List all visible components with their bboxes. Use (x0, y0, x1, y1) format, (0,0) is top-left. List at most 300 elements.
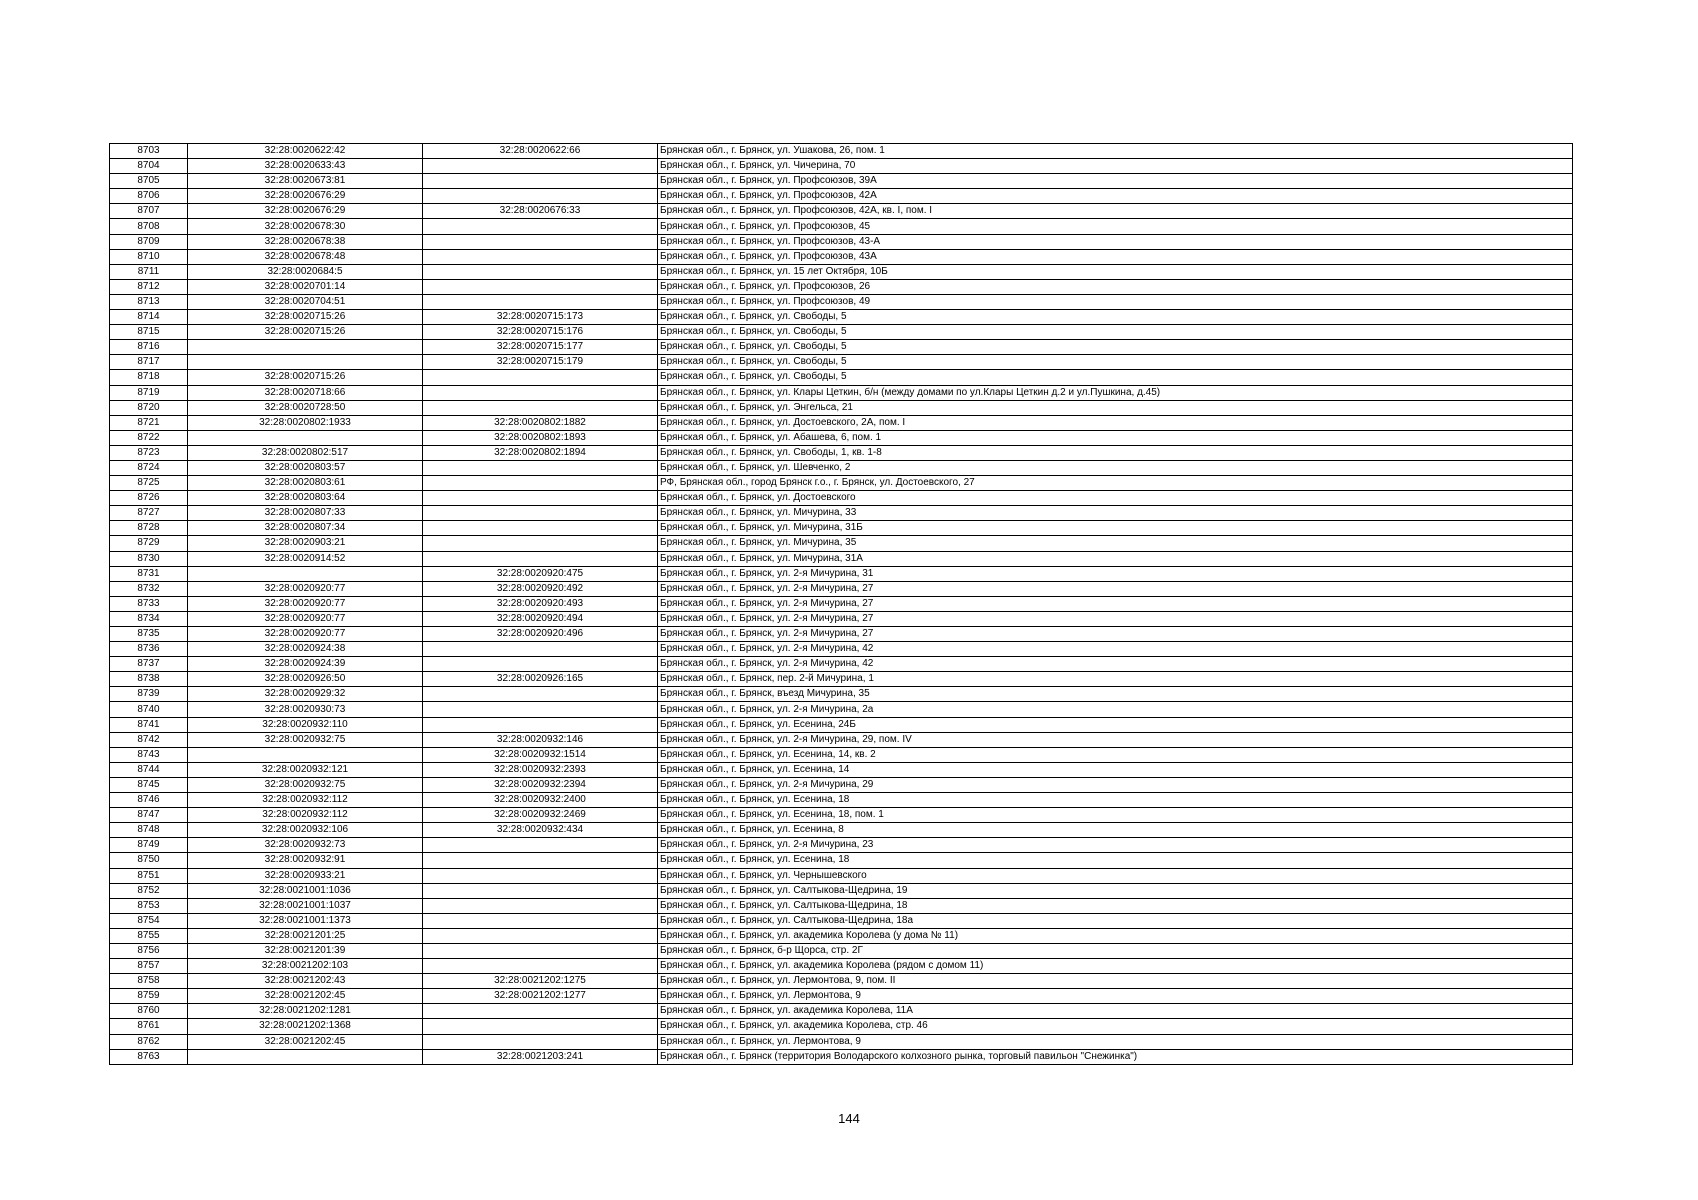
cadastral-number-cell (188, 566, 423, 581)
table-row (110, 445, 1573, 460)
row-number-cell: 8712 (110, 279, 188, 294)
address-cell: Брянская обл., г. Брянск, ул. 2-я Мичурина, 29, пом. IV (658, 732, 1573, 747)
object-number-cell (423, 1004, 658, 1019)
address-cell: Брянская обл., г. Брянск, пер. 2-й Мичурина, 1 (658, 672, 1573, 687)
address-cell: Брянская обл., г. Брянск, ул. 2-я Мичурина, 23 (658, 838, 1573, 853)
table-row (110, 385, 1573, 400)
address-cell: Брянская обл., г. Брянск, ул. Есенина, 14 (658, 762, 1573, 777)
row-number-cell: 8733 (110, 596, 188, 611)
row-number-cell: 8706 (110, 189, 188, 204)
cadastral-number-cell: 32:28:0021202:45 (188, 989, 423, 1004)
table-row (110, 189, 1573, 204)
table-row (110, 460, 1573, 475)
table-row (110, 294, 1573, 309)
row-number-cell: 8751 (110, 868, 188, 883)
object-number-cell: 32:28:0021202:1275 (423, 974, 658, 989)
row-number-cell: 8707 (110, 204, 188, 219)
table-row (110, 732, 1573, 747)
address-cell: Брянская обл., г. Брянск, ул. Салтыкова-Щедрина, 18а (658, 913, 1573, 928)
row-number-cell: 8718 (110, 370, 188, 385)
object-number-cell: 32:28:0020920:475 (423, 566, 658, 581)
cadastral-number-cell: 32:28:0020803:57 (188, 460, 423, 475)
address-cell: Брянская обл., г. Брянск, ул. Есенина, 14, кв. 2 (658, 747, 1573, 762)
table-row (110, 551, 1573, 566)
table-row (110, 174, 1573, 189)
registry-table-body (110, 144, 1573, 1065)
row-number-cell: 8717 (110, 355, 188, 370)
object-number-cell: 32:28:0020920:493 (423, 596, 658, 611)
address-cell: Брянская обл., г. Брянск, ул. Салтыкова-Щедрина, 18 (658, 898, 1573, 913)
row-number-cell: 8704 (110, 159, 188, 174)
object-number-cell (423, 174, 658, 189)
address-cell: Брянская обл., г. Брянск, ул. Салтыкова-Щедрина, 19 (658, 883, 1573, 898)
address-cell: РФ, Брянская обл., город Брянск г.о., г. Брянск, ул. Достоевского, 27 (658, 476, 1573, 491)
table-row (110, 898, 1573, 913)
address-cell: Брянская обл., г. Брянск, ул. Лермонтова, 9 (658, 989, 1573, 1004)
row-number-cell: 8745 (110, 777, 188, 792)
table-row (110, 234, 1573, 249)
object-number-cell: 32:28:0020715:173 (423, 310, 658, 325)
row-number-cell: 8755 (110, 928, 188, 943)
object-number-cell (423, 717, 658, 732)
object-number-cell (423, 551, 658, 566)
address-cell: Брянская обл., г. Брянск, ул. академика Королева (у дома № 11) (658, 928, 1573, 943)
table-row (110, 687, 1573, 702)
cadastral-number-cell: 32:28:0020932:75 (188, 777, 423, 792)
row-number-cell: 8708 (110, 219, 188, 234)
table-row (110, 264, 1573, 279)
cadastral-number-cell: 32:28:0020929:32 (188, 687, 423, 702)
cadastral-number-cell: 32:28:0020676:29 (188, 204, 423, 219)
address-cell: Брянская обл., г. Брянск, ул. академика Королева (рядом с домом 11) (658, 959, 1573, 974)
object-number-cell: 32:28:0020932:2400 (423, 793, 658, 808)
object-number-cell (423, 898, 658, 913)
object-number-cell: 32:28:0020715:177 (423, 340, 658, 355)
object-number-cell (423, 460, 658, 475)
address-cell: Брянская обл., г. Брянск, ул. Клары Цеткин, б/н (между домами по ул.Клары Цеткин д.2 и ул.Пушкина, д.45) (658, 385, 1573, 400)
row-number-cell: 8759 (110, 989, 188, 1004)
address-cell: Брянская обл., г. Брянск, ул. Лермонтова, 9 (658, 1034, 1573, 1049)
cadastral-number-cell: 32:28:0021201:39 (188, 943, 423, 958)
row-number-cell: 8750 (110, 853, 188, 868)
address-cell: Брянская обл., г. Брянск, ул. Достоевского (658, 491, 1573, 506)
cadastral-number-cell: 32:28:0020924:38 (188, 642, 423, 657)
address-cell: Брянская обл., г. Брянск, ул. Достоевского, 2А, пом. I (658, 415, 1573, 430)
cadastral-number-cell: 32:28:0020678:30 (188, 219, 423, 234)
cadastral-number-cell: 32:28:0020715:26 (188, 370, 423, 385)
address-cell: Брянская обл., г. Брянск, ул. Свободы, 5 (658, 370, 1573, 385)
cadastral-number-cell (188, 340, 423, 355)
row-number-cell: 8722 (110, 430, 188, 445)
cadastral-number-cell: 32:28:0020920:77 (188, 627, 423, 642)
cadastral-number-cell: 32:28:0021202:43 (188, 974, 423, 989)
row-number-cell: 8746 (110, 793, 188, 808)
row-number-cell: 8747 (110, 808, 188, 823)
object-number-cell (423, 687, 658, 702)
object-number-cell (423, 853, 658, 868)
object-number-cell (423, 883, 658, 898)
table-row (110, 853, 1573, 868)
object-number-cell: 32:28:0020932:2393 (423, 762, 658, 777)
row-number-cell: 8730 (110, 551, 188, 566)
table-row (110, 974, 1573, 989)
table-row (110, 204, 1573, 219)
object-number-cell: 32:28:0020802:1893 (423, 430, 658, 445)
row-number-cell: 8740 (110, 702, 188, 717)
table-row (110, 521, 1573, 536)
object-number-cell (423, 928, 658, 943)
row-number-cell: 8753 (110, 898, 188, 913)
row-number-cell: 8758 (110, 974, 188, 989)
object-number-cell: 32:28:0020926:165 (423, 672, 658, 687)
row-number-cell: 8754 (110, 913, 188, 928)
table-row (110, 777, 1573, 792)
table-row (110, 476, 1573, 491)
object-number-cell: 32:28:0020715:176 (423, 325, 658, 340)
row-number-cell: 8761 (110, 1019, 188, 1034)
object-number-cell (423, 1034, 658, 1049)
cadastral-number-cell: 32:28:0020807:33 (188, 506, 423, 521)
cadastral-number-cell: 32:28:0020701:14 (188, 279, 423, 294)
object-number-cell: 32:28:0020932:146 (423, 732, 658, 747)
address-cell: Брянская обл., г. Брянск, ул. Профсоюзов, 39А (658, 174, 1573, 189)
cadastral-number-cell: 32:28:0020728:50 (188, 400, 423, 415)
row-number-cell: 8732 (110, 581, 188, 596)
row-number-cell: 8710 (110, 249, 188, 264)
address-cell: Брянская обл., г. Брянск, ул. Профсоюзов, 26 (658, 279, 1573, 294)
cadastral-number-cell: 32:28:0020932:112 (188, 808, 423, 823)
address-cell: Брянская обл., г. Брянск, ул. Есенина, 18 (658, 793, 1573, 808)
object-number-cell: 32:28:0020715:179 (423, 355, 658, 370)
address-cell: Брянская обл., г. Брянск, ул. 15 лет Октября, 10Б (658, 264, 1573, 279)
object-number-cell (423, 521, 658, 536)
table-row (110, 702, 1573, 717)
table-row (110, 340, 1573, 355)
cadastral-number-cell (188, 747, 423, 762)
object-number-cell (423, 370, 658, 385)
address-cell: Брянская обл., г. Брянск, ул. Свободы, 5 (658, 325, 1573, 340)
cadastral-number-cell (188, 430, 423, 445)
cadastral-number-cell: 32:28:0021001:1036 (188, 883, 423, 898)
row-number-cell: 8727 (110, 506, 188, 521)
cadastral-number-cell: 32:28:0021001:1373 (188, 913, 423, 928)
cadastral-number-cell: 32:28:0020678:48 (188, 249, 423, 264)
table-row (110, 627, 1573, 642)
registry-table (109, 143, 1573, 1065)
object-number-cell (423, 642, 658, 657)
row-number-cell: 8743 (110, 747, 188, 762)
row-number-cell: 8713 (110, 294, 188, 309)
address-cell: Брянская обл., г. Брянск, ул. Мичурина, 31Б (658, 521, 1573, 536)
cadastral-number-cell: 32:28:0020930:73 (188, 702, 423, 717)
address-cell: Брянская обл., г. Брянск, ул. Профсоюзов, 42А (658, 189, 1573, 204)
row-number-cell: 8752 (110, 883, 188, 898)
object-number-cell (423, 189, 658, 204)
row-number-cell: 8709 (110, 234, 188, 249)
address-cell: Брянская обл., г. Брянск, ул. Свободы, 5 (658, 355, 1573, 370)
table-row (110, 989, 1573, 1004)
address-cell: Брянская обл., г. Брянск (территория Володарского колхозного рынка, торговый павильон "Снежинка") (658, 1049, 1573, 1064)
row-number-cell: 8703 (110, 144, 188, 159)
row-number-cell: 8736 (110, 642, 188, 657)
table-row (110, 581, 1573, 596)
cadastral-number-cell: 32:28:0020932:110 (188, 717, 423, 732)
cadastral-number-cell: 32:28:0020715:26 (188, 325, 423, 340)
table-row (110, 657, 1573, 672)
cadastral-number-cell: 32:28:0021202:1281 (188, 1004, 423, 1019)
object-number-cell (423, 943, 658, 958)
cadastral-number-cell: 32:28:0020932:121 (188, 762, 423, 777)
cadastral-number-cell: 32:28:0020932:91 (188, 853, 423, 868)
row-number-cell: 8721 (110, 415, 188, 430)
row-number-cell: 8731 (110, 566, 188, 581)
address-cell: Брянская обл., г. Брянск, ул. Профсоюзов, 42А, кв. I, пом. I (658, 204, 1573, 219)
object-number-cell (423, 294, 658, 309)
cadastral-number-cell: 32:28:0020622:42 (188, 144, 423, 159)
table-row (110, 325, 1573, 340)
object-number-cell: 32:28:0020920:492 (423, 581, 658, 596)
address-cell: Брянская обл., г. Брянск, ул. Профсоюзов, 43А (658, 249, 1573, 264)
address-cell: Брянская обл., г. Брянск, ул. 2-я Мичурина, 27 (658, 581, 1573, 596)
object-number-cell (423, 959, 658, 974)
cadastral-number-cell: 32:28:0020684:5 (188, 264, 423, 279)
address-cell: Брянская обл., г. Брянск, б-р Щорса, стр. 2Г (658, 943, 1573, 958)
row-number-cell: 8724 (110, 460, 188, 475)
object-number-cell: 32:28:0020622:66 (423, 144, 658, 159)
table-row (110, 838, 1573, 853)
cadastral-number-cell: 32:28:0020924:39 (188, 657, 423, 672)
address-cell: Брянская обл., г. Брянск, ул. Свободы, 5 (658, 340, 1573, 355)
row-number-cell: 8738 (110, 672, 188, 687)
address-cell: Брянская обл., г. Брянск, ул. 2-я Мичурина, 27 (658, 627, 1573, 642)
row-number-cell: 8749 (110, 838, 188, 853)
row-number-cell: 8723 (110, 445, 188, 460)
object-number-cell: 32:28:0020932:2469 (423, 808, 658, 823)
address-cell: Брянская обл., г. Брянск, ул. Мичурина, 35 (658, 536, 1573, 551)
cadastral-number-cell: 32:28:0020926:50 (188, 672, 423, 687)
table-row (110, 1034, 1573, 1049)
row-number-cell: 8726 (110, 491, 188, 506)
table-row (110, 868, 1573, 883)
row-number-cell: 8720 (110, 400, 188, 415)
row-number-cell: 8748 (110, 823, 188, 838)
cadastral-number-cell: 32:28:0020920:77 (188, 611, 423, 626)
page-number: 144 (838, 1111, 860, 1126)
object-number-cell: 32:28:0020932:434 (423, 823, 658, 838)
object-number-cell (423, 159, 658, 174)
row-number-cell: 8739 (110, 687, 188, 702)
cadastral-number-cell: 32:28:0020678:38 (188, 234, 423, 249)
object-number-cell (423, 536, 658, 551)
table-row (110, 596, 1573, 611)
address-cell: Брянская обл., г. Брянск, ул. Лермонтова, 9, пом. II (658, 974, 1573, 989)
object-number-cell (423, 702, 658, 717)
table-row (110, 1019, 1573, 1034)
object-number-cell (423, 838, 658, 853)
object-number-cell: 32:28:0020676:33 (423, 204, 658, 219)
row-number-cell: 8734 (110, 611, 188, 626)
object-number-cell (423, 385, 658, 400)
row-number-cell: 8741 (110, 717, 188, 732)
address-cell: Брянская обл., г. Брянск, ул. Мичурина, 33 (658, 506, 1573, 521)
object-number-cell: 32:28:0020920:494 (423, 611, 658, 626)
cadastral-number-cell: 32:28:0021202:103 (188, 959, 423, 974)
row-number-cell: 8725 (110, 476, 188, 491)
object-number-cell: 32:28:0021203:241 (423, 1049, 658, 1064)
address-cell: Брянская обл., г. Брянск, ул. Шевченко, 2 (658, 460, 1573, 475)
object-number-cell (423, 913, 658, 928)
object-number-cell (423, 657, 658, 672)
row-number-cell: 8711 (110, 264, 188, 279)
address-cell: Брянская обл., г. Брянск, ул. Чернышевского (658, 868, 1573, 883)
table-row (110, 249, 1573, 264)
cadastral-number-cell: 32:28:0020903:21 (188, 536, 423, 551)
address-cell: Брянская обл., г. Брянск, ул. 2-я Мичурина, 29 (658, 777, 1573, 792)
table-row (110, 959, 1573, 974)
table-row (110, 611, 1573, 626)
address-cell: Брянская обл., г. Брянск, ул. Профсоюзов, 45 (658, 219, 1573, 234)
address-cell: Брянская обл., г. Брянск, ул. Чичерина, 70 (658, 159, 1573, 174)
address-cell: Брянская обл., г. Брянск, ул. Энгельса, 21 (658, 400, 1573, 415)
table-row (110, 717, 1573, 732)
table-row (110, 310, 1573, 325)
table-row (110, 883, 1573, 898)
address-cell: Брянская обл., г. Брянск, ул. Свободы, 5 (658, 310, 1573, 325)
object-number-cell (423, 491, 658, 506)
address-cell: Брянская обл., г. Брянск, въезд Мичурина, 35 (658, 687, 1573, 702)
table-row (110, 506, 1573, 521)
row-number-cell: 8760 (110, 1004, 188, 1019)
cadastral-number-cell: 32:28:0020920:77 (188, 581, 423, 596)
cadastral-number-cell: 32:28:0021001:1037 (188, 898, 423, 913)
address-cell: Брянская обл., г. Брянск, ул. Есенина, 8 (658, 823, 1573, 838)
object-number-cell: 32:28:0020802:1882 (423, 415, 658, 430)
row-number-cell: 8719 (110, 385, 188, 400)
address-cell: Брянская обл., г. Брянск, ул. Профсоюзов, 49 (658, 294, 1573, 309)
table-row (110, 415, 1573, 430)
address-cell: Брянская обл., г. Брянск, ул. 2-я Мичурина, 42 (658, 657, 1573, 672)
cadastral-number-cell: 32:28:0020715:26 (188, 310, 423, 325)
table-row (110, 159, 1573, 174)
table-row (110, 536, 1573, 551)
cadastral-number-cell: 32:28:0020920:77 (188, 596, 423, 611)
address-cell: Брянская обл., г. Брянск, ул. Ушакова, 26, пом. 1 (658, 144, 1573, 159)
table-row (110, 747, 1573, 762)
object-number-cell (423, 219, 658, 234)
table-row (110, 672, 1573, 687)
cadastral-number-cell: 32:28:0021202:1368 (188, 1019, 423, 1034)
row-number-cell: 8715 (110, 325, 188, 340)
object-number-cell (423, 1019, 658, 1034)
address-cell: Брянская обл., г. Брянск, ул. 2-я Мичурина, 27 (658, 596, 1573, 611)
address-cell: Брянская обл., г. Брянск, ул. Профсоюзов, 43-А (658, 234, 1573, 249)
cadastral-number-cell: 32:28:0020704:51 (188, 294, 423, 309)
object-number-cell (423, 476, 658, 491)
cadastral-number-cell: 32:28:0020802:517 (188, 445, 423, 460)
table-row (110, 928, 1573, 943)
table-row (110, 808, 1573, 823)
cadastral-number-cell: 32:28:0020932:73 (188, 838, 423, 853)
cadastral-number-cell: 32:28:0020633:43 (188, 159, 423, 174)
table-row (110, 400, 1573, 415)
address-cell: Брянская обл., г. Брянск, ул. 2-я Мичурина, 2а (658, 702, 1573, 717)
table-row (110, 642, 1573, 657)
cadastral-number-cell: 32:28:0020676:29 (188, 189, 423, 204)
address-cell: Брянская обл., г. Брянск, ул. академика Королева, 11А (658, 1004, 1573, 1019)
object-number-cell (423, 249, 658, 264)
object-number-cell: 32:28:0020802:1894 (423, 445, 658, 460)
address-cell: Брянская обл., г. Брянск, ул. Есенина, 18 (658, 853, 1573, 868)
row-number-cell: 8737 (110, 657, 188, 672)
cadastral-number-cell (188, 355, 423, 370)
table-row (110, 1004, 1573, 1019)
table-row (110, 762, 1573, 777)
object-number-cell (423, 868, 658, 883)
address-cell: Брянская обл., г. Брянск, ул. 2-я Мичурина, 42 (658, 642, 1573, 657)
row-number-cell: 8762 (110, 1034, 188, 1049)
table-row (110, 1049, 1573, 1064)
table-row (110, 566, 1573, 581)
table-row (110, 370, 1573, 385)
cadastral-number-cell: 32:28:0020807:34 (188, 521, 423, 536)
object-number-cell (423, 400, 658, 415)
object-number-cell (423, 279, 658, 294)
cadastral-number-cell: 32:28:0021202:45 (188, 1034, 423, 1049)
cadastral-number-cell: 32:28:0020914:52 (188, 551, 423, 566)
table-row (110, 491, 1573, 506)
cadastral-number-cell: 32:28:0020932:106 (188, 823, 423, 838)
row-number-cell: 8763 (110, 1049, 188, 1064)
address-cell: Брянская обл., г. Брянск, ул. Мичурина, 31А (658, 551, 1573, 566)
cadastral-number-cell: 32:28:0020673:81 (188, 174, 423, 189)
table-row (110, 943, 1573, 958)
object-number-cell: 32:28:0021202:1277 (423, 989, 658, 1004)
address-cell: Брянская обл., г. Брянск, ул. Есенина, 24Б (658, 717, 1573, 732)
address-cell: Брянская обл., г. Брянск, ул. Свободы, 1, кв. 1-8 (658, 445, 1573, 460)
address-cell: Брянская обл., г. Брянск, ул. Абашева, 6, пом. 1 (658, 430, 1573, 445)
cadastral-number-cell: 32:28:0020718:66 (188, 385, 423, 400)
row-number-cell: 8757 (110, 959, 188, 974)
table-row (110, 279, 1573, 294)
row-number-cell: 8705 (110, 174, 188, 189)
row-number-cell: 8742 (110, 732, 188, 747)
row-number-cell: 8716 (110, 340, 188, 355)
cadastral-number-cell: 32:28:0020803:64 (188, 491, 423, 506)
address-cell: Брянская обл., г. Брянск, ул. 2-я Мичурина, 31 (658, 566, 1573, 581)
row-number-cell: 8728 (110, 521, 188, 536)
cadastral-number-cell: 32:28:0020802:1933 (188, 415, 423, 430)
cadastral-number-cell: 32:28:0020933:21 (188, 868, 423, 883)
table-row (110, 823, 1573, 838)
table-row (110, 793, 1573, 808)
object-number-cell (423, 506, 658, 521)
row-number-cell: 8729 (110, 536, 188, 551)
cadastral-number-cell: 32:28:0020932:75 (188, 732, 423, 747)
object-number-cell: 32:28:0020932:1514 (423, 747, 658, 762)
address-cell: Брянская обл., г. Брянск, ул. Есенина, 18, пом. 1 (658, 808, 1573, 823)
address-cell: Брянская обл., г. Брянск, ул. 2-я Мичурина, 27 (658, 611, 1573, 626)
object-number-cell (423, 264, 658, 279)
cadastral-number-cell: 32:28:0020803:61 (188, 476, 423, 491)
object-number-cell: 32:28:0020932:2394 (423, 777, 658, 792)
table-row (110, 430, 1573, 445)
cadastral-number-cell (188, 1049, 423, 1064)
row-number-cell: 8714 (110, 310, 188, 325)
row-number-cell: 8735 (110, 627, 188, 642)
table-row (110, 355, 1573, 370)
address-cell: Брянская обл., г. Брянск, ул. академика Королева, стр. 46 (658, 1019, 1573, 1034)
object-number-cell (423, 234, 658, 249)
